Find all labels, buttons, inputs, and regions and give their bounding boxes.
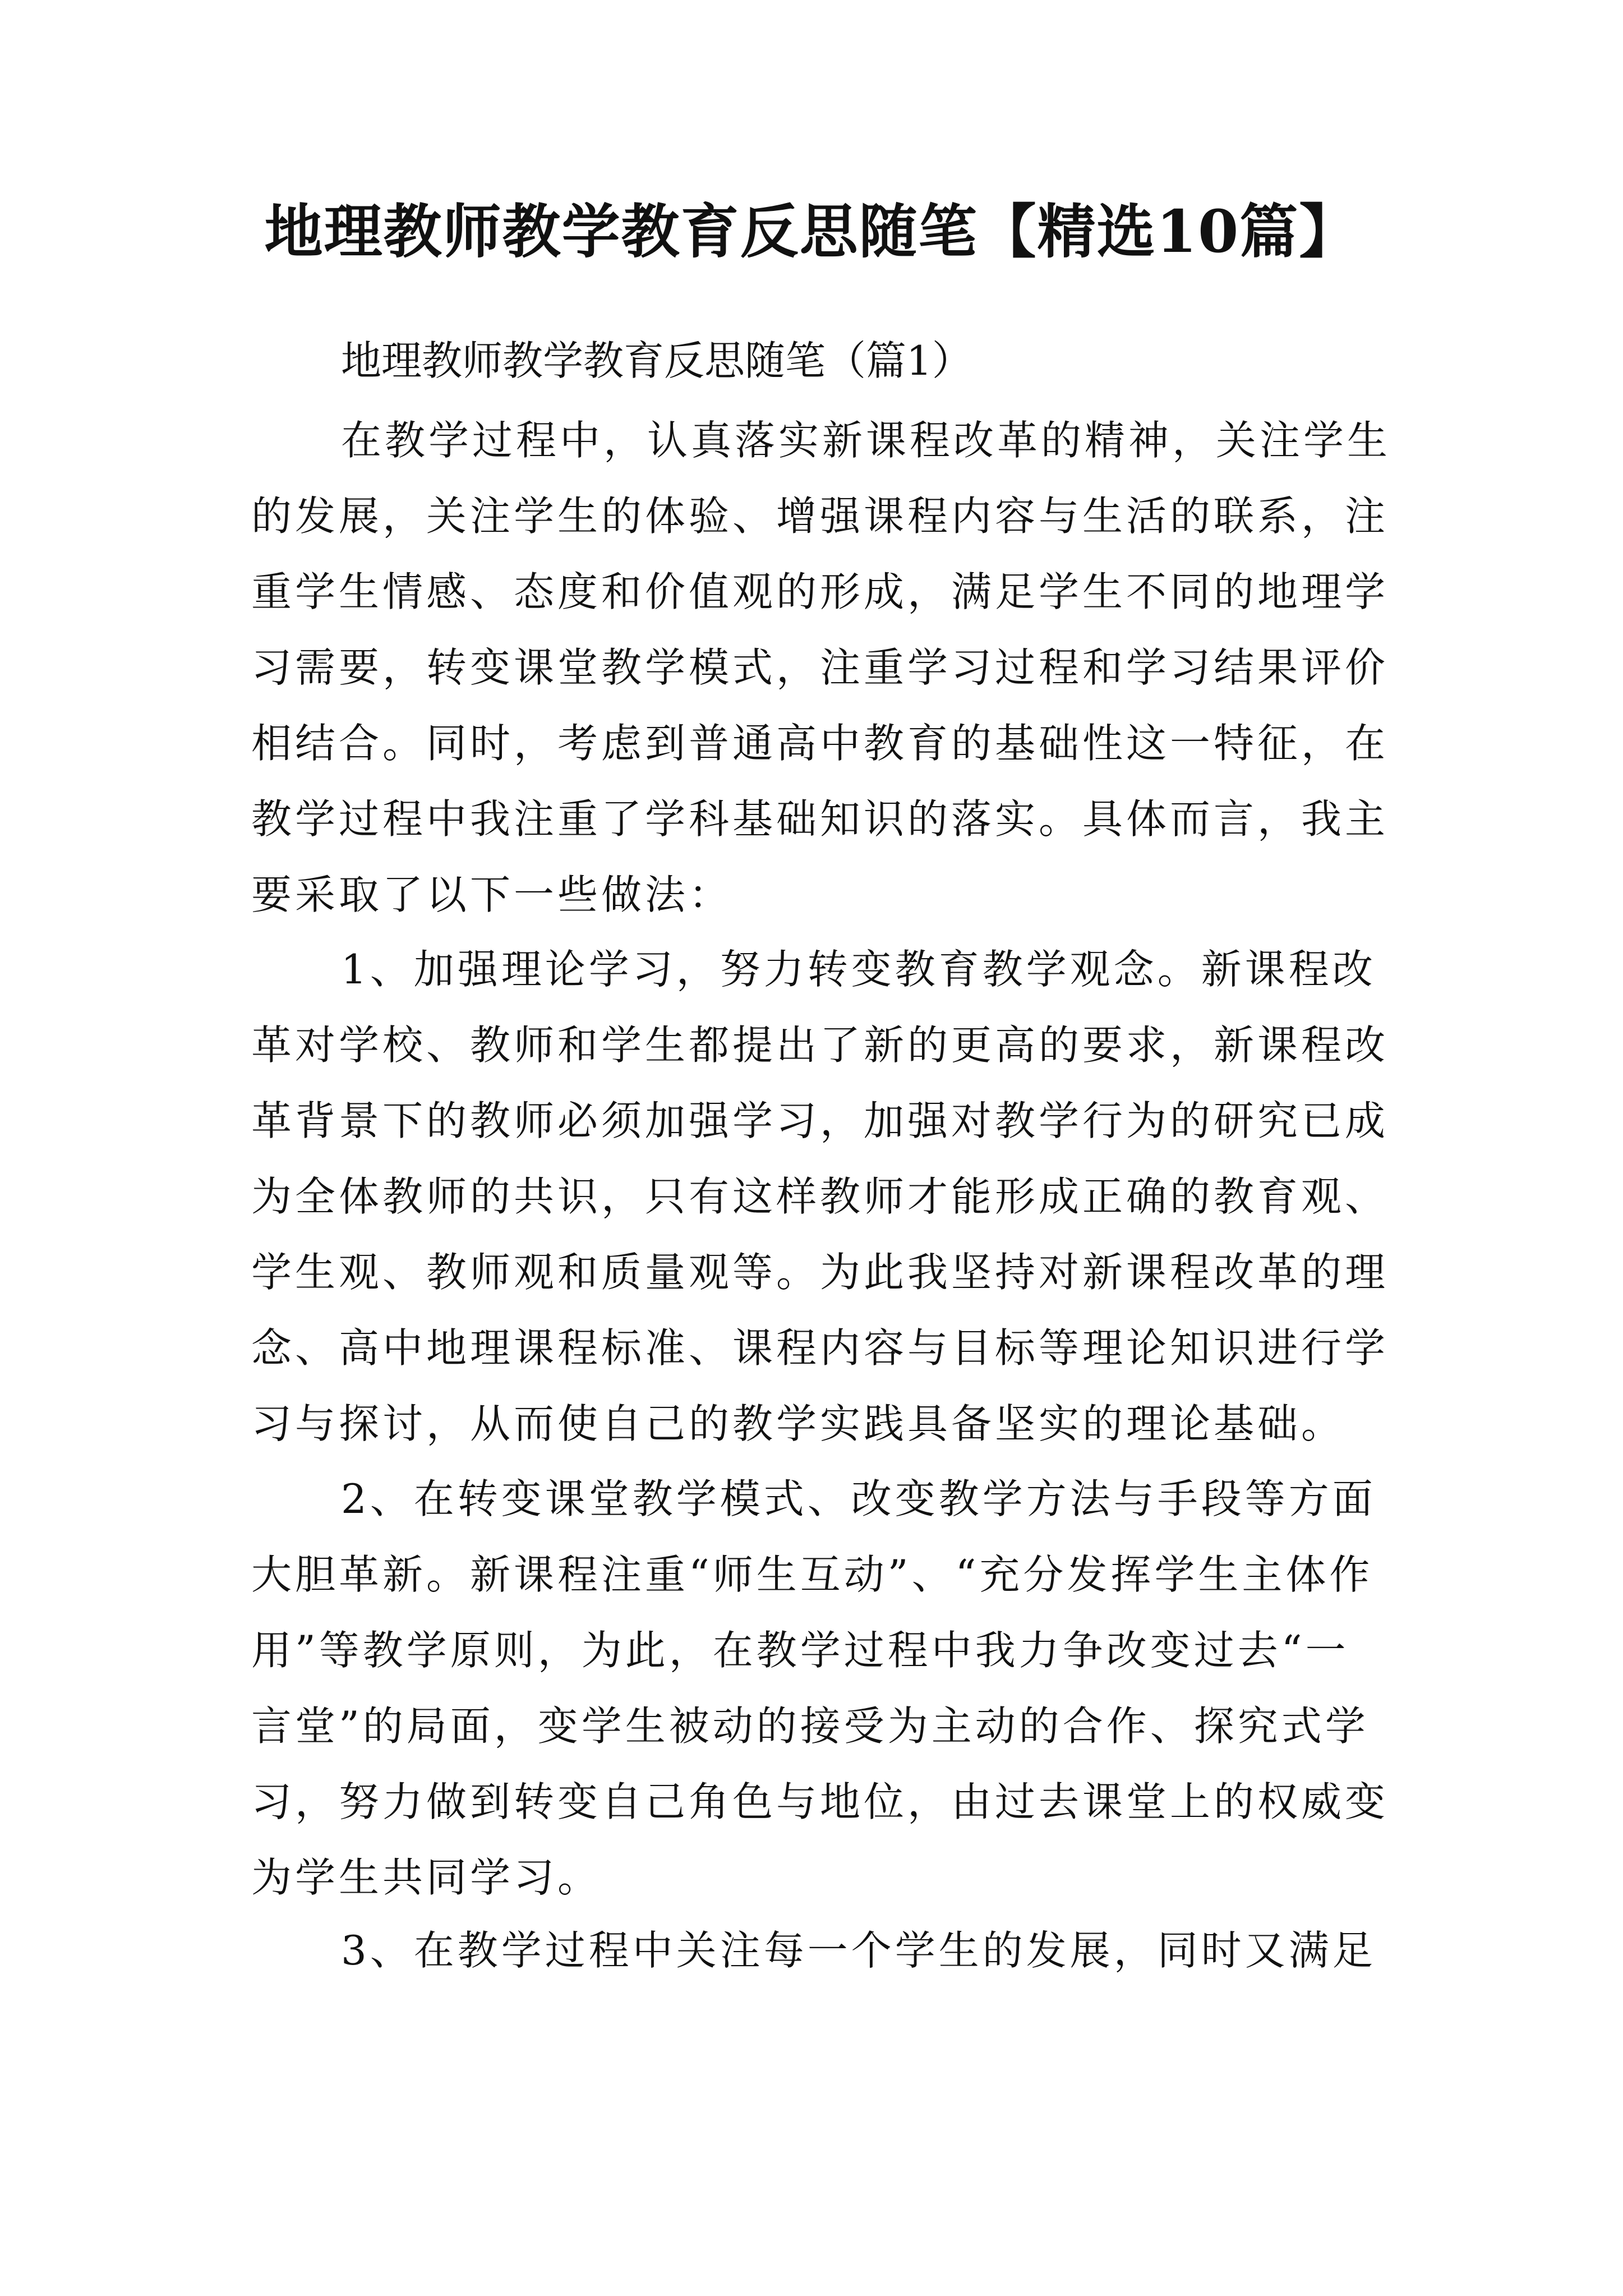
text-line: 教学过程中我注重了学科基础知识的落实。具体而言，我主 — [251, 795, 1389, 843]
text-line: 革背景下的教师必须加强学习，加强对教学行为的研究已成 — [251, 1097, 1389, 1144]
paragraph — [251, 932, 1401, 1462]
text-line: 3、在教学过程中关注每一个学生的发展，同时又满足 — [341, 1927, 1376, 1974]
text-line: 要采取了以下一些做法： — [251, 871, 733, 918]
text-line: 言堂”的局面，变学生被动的接受为主动的合作、探究式学 — [251, 1703, 1369, 1750]
text-line: 2、在转变课堂教学模式、改变教学方法与手段等方面 — [341, 1475, 1376, 1522]
text-line: 用”等教学原则，为此，在教学过程中我力争改变过去“一 — [251, 1627, 1349, 1674]
text-line: 习与探讨，从而使自己的教学实践具备坚实的理论基础。 — [251, 1400, 1345, 1447]
text-line: 大胆革新。新课程注重“师生互动”、“充分发挥学生主体作 — [251, 1551, 1373, 1598]
text-line: 习，努力做到转变自己角色与地位，由过去课堂上的权威变 — [251, 1778, 1389, 1825]
paragraph — [251, 403, 1401, 933]
text-line: 习需要，转变课堂教学模式，注重学习过程和学习结果评价 — [251, 644, 1389, 691]
text-line: 学生观、教师观和质量观等。为此我坚持对新课程改革的理 — [251, 1249, 1389, 1296]
text-line: 为学生共同学习。 — [251, 1854, 602, 1901]
paragraph — [251, 1913, 1401, 1989]
text-line: 革对学校、教师和学生都提出了新的更高的要求，新课程改 — [251, 1022, 1389, 1069]
text-line: 在教学过程中，认真落实新课程改革的精神，关注学生 — [341, 417, 1391, 464]
text-line: 相结合。同时，考虑到普通高中教育的基础性这一特征，在 — [251, 720, 1389, 767]
text-line: 的发展，关注学生的体验、增强课程内容与生活的联系，注 — [251, 493, 1389, 540]
text-line: 为全体教师的共识，只有这样教师才能形成正确的教育观、 — [251, 1173, 1389, 1220]
paragraph — [251, 1461, 1401, 1916]
text-line: 重学生情感、态度和价值观的形成，满足学生不同的地理学 — [251, 568, 1389, 615]
text-line: 念、高中地理课程标准、课程内容与目标等理论知识进行学 — [251, 1324, 1389, 1372]
text-line: 1、加强理论学习，努力转变教育教学观念。新课程改 — [341, 946, 1376, 993]
section-heading: 地理教师教学教育反思随笔（篇1） — [341, 337, 972, 384]
document-title: 地理教师教学教育反思随笔【精选10篇】 — [264, 197, 1359, 266]
